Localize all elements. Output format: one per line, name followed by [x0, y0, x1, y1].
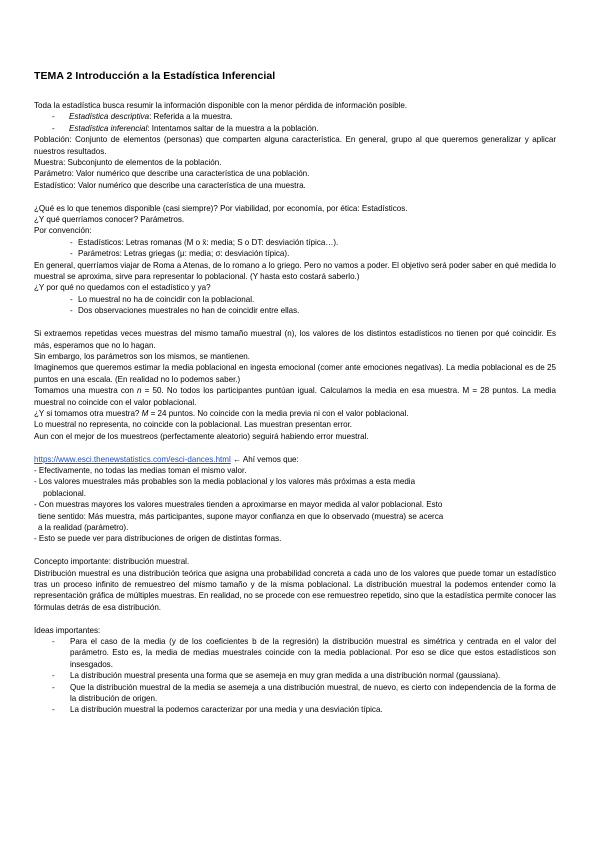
paragraph — [34, 385, 556, 408]
list-item: - La distribución muestral presenta una forma que se asemeja en muy gran medida a una distribución normal (gaussiana). — [34, 670, 556, 681]
text: = 50. No todos los participantes puntúan igual. Calculamos la media en esa muestra. M = 28 puntos. La media muestral no coincide con el valor poblacional. — [34, 386, 556, 407]
list-item-descriptive — [34, 111, 556, 122]
symbol-n: n — [137, 386, 142, 396]
link-line — [34, 454, 556, 465]
definition: : Intentamos saltar de la muestra a la población. — [147, 123, 319, 133]
paragraph: Lo muestral no representa, no coincide con la poblacional. Las muestran presentan error. — [34, 420, 353, 430]
list-item: - Estadísticos: Letras romanas (M o x̄: media; S o DT: desviación típica…). — [34, 237, 556, 248]
paragraph — [34, 408, 556, 419]
list-item-cont: poblacional. — [43, 488, 86, 498]
document-page — [34, 70, 556, 716]
definition: : Referida a la muestra. — [149, 112, 233, 122]
concept-heading: Concepto importante: distribución muestral. — [34, 557, 190, 567]
list-item: - Dos observaciones muestrales no han de coincidir entre ellas. — [34, 305, 556, 316]
text: = 24 puntos. No coincide con la media previa ni con el valor poblacional. — [148, 408, 409, 418]
list-item: - Efectivamente, no todas las medias toman el mismo valor. — [34, 465, 247, 475]
list-item: - Parámetros: Letras griegas (μ: media; σ: desviación típica). — [34, 248, 556, 259]
text: ← Ahí vemos que: — [230, 454, 299, 464]
paragraph: Si extraemos repetidas veces muestras del mismo tamaño muestral (n), los valores de los distintos estadísticos no tienen por qué coincidir. Es más, esperamos que no lo hagan. — [34, 329, 556, 350]
paragraph: Aun con el mejor de los muestreos (perfectamente aleatorio) seguirá habiendo error muestral. — [34, 431, 369, 441]
def-parametro: Parámetro: Valor numérico que describe una característica de una población. — [34, 169, 310, 179]
paragraph: Por convención: — [34, 226, 92, 236]
list-item: - Lo muestral no ha de coincidir con la poblacional. — [34, 294, 556, 305]
paragraph: Sin embargo, los parámetros son los mismos, se mantienen. — [34, 351, 251, 361]
def-estadistico: Estadístico: Valor numérico que describe una característica de una muestra. — [34, 180, 306, 190]
paragraph: Imaginemos que queremos estimar la media poblacional en ingesta emocional (comer ante emociones negativas). La media poblacional es de 25 puntos en una escala. (En realidad no lo podemos saber.) — [34, 363, 556, 384]
term: Estadística inferencial — [69, 123, 148, 133]
list-item-cont: a la realidad (parámetro). — [38, 522, 129, 532]
list-item: - Esto se puede ver para distribuciones de origen de distintas formas. — [34, 534, 282, 544]
list-item: - Para el caso de la media (y de los coeficientes b de la regresión) la distribución muestral es simétrica y centrada en el valor del parámetro. Esto es, la media de medias muestrales coincide con la media poblacional. Por eso se dice que estos estadísticos son insesgados. — [34, 636, 556, 670]
text: Tomamos una muestra con — [34, 386, 138, 396]
list-item: - La distribución muestral la podemos caracterizar por una media y una desviación típica. — [34, 704, 556, 715]
list-item: - Los valores muestrales más probables son la media poblacional y los valores más próximas a esta media — [34, 477, 416, 487]
list-item-inferential — [34, 123, 556, 134]
paragraph: ¿Qué es lo que tenemos disponible (casi siempre)? Por viabilidad, por economía, por ética: Estadísticos. — [34, 203, 408, 213]
def-muestra: Muestra: Subconjunto de elementos de la población. — [34, 158, 222, 168]
paragraph: ¿Y qué querríamos conocer? Parámetros. — [34, 215, 185, 225]
paragraph: Distribución muestral es una distribución teórica que asigna una probabilidad concreta a cada uno de los valores que puede tomar un estadístico tras un proceso infinito de remuestreo del mismo tamaño y de la misma poblacional. La distribución muestral la podemos entender como la representación gráfica de múltiples muestras. En realidad, no se procede con ese remuestreo repetido, sino que la estadística permite conocer las fórmulas detrás de esa distribución. — [34, 568, 556, 612]
esci-link[interactable]: https://www.esci.thenewstatistics.com/esci-dances.html — [34, 454, 231, 464]
paragraph: En general, querríamos viajar de Roma a Atenas, de lo romano a lo griego. Pero no vamos a poder. El objetivo será poder saber en qué medida lo muestral se aproxima, sirve para representar lo poblacional. (Y hasta esto costará saberlo.) — [34, 260, 556, 282]
def-poblacion: Población: Conjunto de elementos (personas) que comparten alguna característica. En general, grupo al que queremos generalizar y aplicar nuestros resultados. — [34, 135, 556, 156]
ideas-heading: Ideas importantes: — [34, 625, 101, 635]
document-title: TEMA 2 Introducción a la Estadística Inferencial — [34, 70, 276, 82]
text: ¿Y si tomamos otra muestra? — [34, 408, 142, 418]
paragraph: ¿Y por qué no quedamos con el estadístico y ya? — [34, 283, 211, 293]
term: Estadística descriptiva — [69, 112, 150, 122]
symbol-m: M — [141, 408, 149, 418]
intro-line: Toda la estadística busca resumir la información disponible con la menor pérdida de información posible. — [34, 101, 408, 110]
list-item-cont: tiene sentido: Más muestra, más participantes, supone mayor confianza en que lo observado (muestra) se acerca — [38, 511, 444, 521]
list-item: - Con muestras mayores los valores muestrales tienden a aproximarse en mayor medida al valor poblacional. Esto — [34, 500, 443, 510]
list-item: - Que la distribución muestral de la media se asemeja a una distribución muestral, de nuevo, es cierto con independencia de la forma de la distribución de origen. — [34, 682, 556, 705]
